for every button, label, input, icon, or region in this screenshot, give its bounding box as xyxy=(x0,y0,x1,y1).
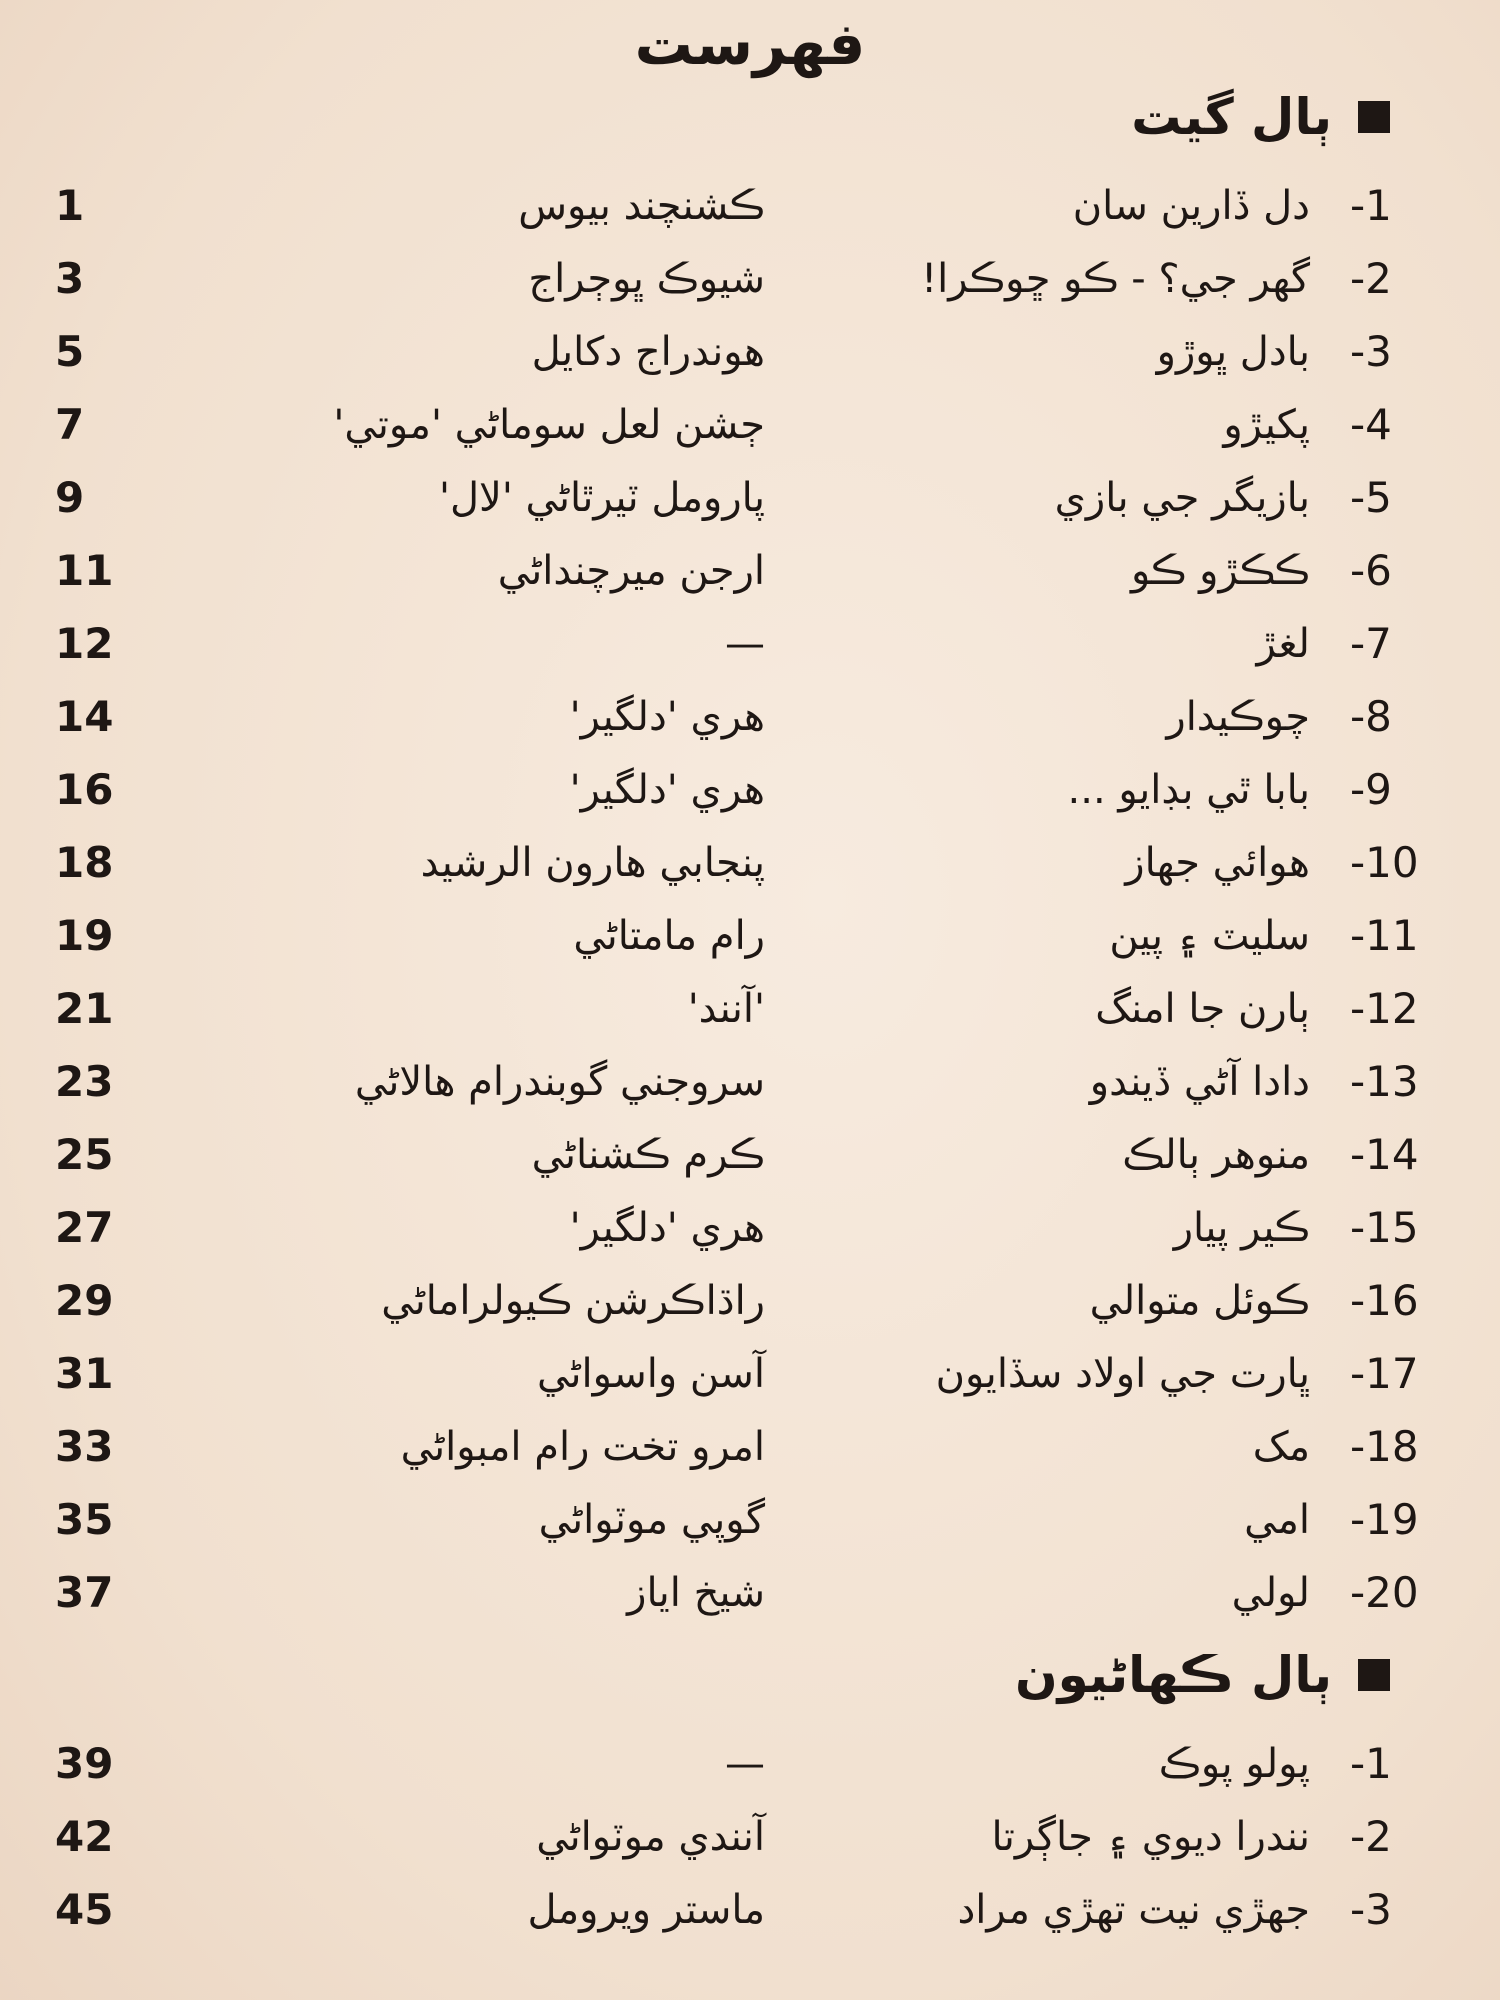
entry-number: -11 xyxy=(1350,911,1419,960)
entry-title: گهر جي؟ - ڪو ڇوڪرا! xyxy=(921,256,1310,302)
entry-page-number: 9 xyxy=(55,473,85,522)
entry-title: دل ڏارين سان xyxy=(1072,183,1310,229)
toc-row xyxy=(0,1728,1500,1800)
entry-author: رام مامتاڻي xyxy=(573,913,765,959)
entry-page-number: 23 xyxy=(55,1057,114,1106)
entry-author: آسن واسواڻي xyxy=(537,1351,765,1397)
entry-author: ماستر ويرومل xyxy=(527,1887,765,1933)
entry-author: پنجابي هارون الرشيد xyxy=(420,840,765,886)
toc-row xyxy=(0,1046,1500,1118)
entry-number: -12 xyxy=(1350,984,1419,1033)
entry-title: بابا ٿي بڊايو ... xyxy=(1067,767,1310,813)
entry-author: هري 'دلگير' xyxy=(569,694,765,740)
entry-title: منوهر ٻالڪ xyxy=(1122,1132,1310,1178)
entry-number: -2 xyxy=(1350,254,1392,303)
entry-title: لغڙ xyxy=(1256,621,1310,667)
section-title: ٻال ڪهاڻيون xyxy=(1014,1646,1332,1704)
toc-row xyxy=(0,900,1500,972)
toc-row xyxy=(0,681,1500,753)
entry-author: سروجني گوبندرام هالاڻي xyxy=(354,1059,765,1105)
entry-number: -9 xyxy=(1350,765,1392,814)
entry-author: ڪشنچند بيوس xyxy=(518,183,765,229)
section-heading-poems xyxy=(1131,82,1390,152)
toc-row xyxy=(0,462,1500,534)
toc-row xyxy=(0,1338,1500,1410)
entry-number: -17 xyxy=(1350,1349,1419,1398)
entry-number: -14 xyxy=(1350,1130,1419,1179)
toc-row xyxy=(0,608,1500,680)
toc-row xyxy=(0,316,1500,388)
entry-number: -6 xyxy=(1350,546,1392,595)
entry-page-number: 12 xyxy=(55,619,114,668)
entry-page-number: 25 xyxy=(55,1130,114,1179)
entry-page-number: 31 xyxy=(55,1349,114,1398)
entry-author: پارومل ٽيرٿاڻي 'لال' xyxy=(438,475,765,521)
entry-number: -13 xyxy=(1350,1057,1419,1106)
entry-title: امي xyxy=(1244,1497,1310,1543)
entry-author: هري 'دلگير' xyxy=(569,1205,765,1251)
entry-number: -8 xyxy=(1350,692,1392,741)
entry-number: -10 xyxy=(1350,838,1419,887)
entry-page-number: 19 xyxy=(55,911,114,960)
entry-page-number: 45 xyxy=(55,1885,114,1934)
entry-author: شيخ اياز xyxy=(627,1570,765,1616)
entry-title: ڪوئل متوالي xyxy=(1089,1278,1310,1324)
entry-page-number: 29 xyxy=(55,1276,114,1325)
toc-row xyxy=(0,827,1500,899)
entry-page-number: 3 xyxy=(55,254,85,303)
entry-title: هوائي جهاز xyxy=(1125,840,1310,886)
section-heading-stories xyxy=(1015,1640,1390,1710)
toc-row xyxy=(0,1119,1500,1191)
entry-number: -7 xyxy=(1350,619,1392,668)
entry-title: بازيگر جي بازي xyxy=(1054,475,1310,521)
entry-page-number: 11 xyxy=(55,546,114,595)
entry-title: دادا آڻي ڏيندو xyxy=(1089,1059,1310,1105)
entry-title: بادل ڀوڙو xyxy=(1156,329,1310,375)
section-title: ٻال گيت xyxy=(1131,88,1332,146)
entry-title: مک xyxy=(1252,1424,1310,1470)
entry-author: ارجن ميرچنداڻي xyxy=(497,548,765,594)
toc-row xyxy=(0,973,1500,1045)
entry-author: امرو تخت رام امبواڻي xyxy=(400,1424,765,1470)
entry-number: -15 xyxy=(1350,1203,1419,1252)
entry-number: -3 xyxy=(1350,1885,1392,1934)
entry-page-number: 14 xyxy=(55,692,114,741)
entry-title: پولو پوڪ xyxy=(1158,1741,1310,1787)
entry-number: -1 xyxy=(1350,1739,1392,1788)
square-bullet-icon xyxy=(1358,1659,1390,1691)
entry-page-number: 16 xyxy=(55,765,114,814)
entry-page-number: 37 xyxy=(55,1568,114,1617)
toc-row xyxy=(0,389,1500,461)
entry-page-number: 39 xyxy=(55,1739,114,1788)
page-title: فهرست xyxy=(634,10,866,78)
entry-page-number: 18 xyxy=(55,838,114,887)
entry-page-number: 35 xyxy=(55,1495,114,1544)
entry-title: سليٽ ۽ پين xyxy=(1109,913,1310,959)
entry-author: هري 'دلگير' xyxy=(569,767,765,813)
entry-author: ڄشن لعل سوماڻي 'موتي' xyxy=(333,402,765,448)
entry-title: پکيڙو xyxy=(1223,402,1310,448)
entry-number: -3 xyxy=(1350,327,1392,376)
entry-author: — xyxy=(725,621,765,667)
entry-author: گوپي موٽواڻي xyxy=(538,1497,765,1543)
toc-row xyxy=(0,1411,1500,1483)
entry-page-number: 42 xyxy=(55,1812,114,1861)
toc-row xyxy=(0,1801,1500,1873)
entry-number: -19 xyxy=(1350,1495,1419,1544)
toc-row xyxy=(0,243,1500,315)
entry-page-number: 1 xyxy=(55,181,85,230)
toc-row xyxy=(0,170,1500,242)
toc-row xyxy=(0,1192,1500,1264)
entry-author: آنندي موٽواڻي xyxy=(536,1814,765,1860)
entry-number: -16 xyxy=(1350,1276,1419,1325)
toc-row xyxy=(0,754,1500,826)
entry-title: ٻارن جا امنگ xyxy=(1095,986,1310,1032)
entry-author: شيوڪ ڀوڄراج xyxy=(528,256,765,302)
toc-row xyxy=(0,1484,1500,1556)
entry-author: ڪرم ڪشناڻي xyxy=(531,1132,765,1178)
entry-author: راڌاڪرشن ڪيولراماڻي xyxy=(381,1278,765,1324)
entry-page-number: 33 xyxy=(55,1422,114,1471)
entry-title: نندرا ديوي ۽ جاڳرتا xyxy=(991,1814,1310,1860)
toc-row xyxy=(0,1874,1500,1946)
square-bullet-icon xyxy=(1358,101,1390,133)
entry-number: -18 xyxy=(1350,1422,1419,1471)
entry-number: -2 xyxy=(1350,1812,1392,1861)
entry-title: جهڙي نيت تهڙي مراد xyxy=(957,1887,1310,1933)
entry-number: -4 xyxy=(1350,400,1392,449)
entry-page-number: 21 xyxy=(55,984,114,1033)
entry-page-number: 5 xyxy=(55,327,85,376)
entry-title: چوڪيدار xyxy=(1166,694,1310,740)
entry-number: -5 xyxy=(1350,473,1392,522)
entry-author: 'آنند' xyxy=(687,986,765,1032)
entry-title: لولي xyxy=(1231,1570,1310,1616)
entry-author: هوندراج دکايل xyxy=(531,329,765,375)
entry-page-number: 7 xyxy=(55,400,85,449)
entry-page-number: 27 xyxy=(55,1203,114,1252)
entry-number: -1 xyxy=(1350,181,1392,230)
entry-title: ڪير پيار xyxy=(1173,1205,1310,1251)
entry-number: -20 xyxy=(1350,1568,1419,1617)
entry-title: ڀارت جي اولاد سڏايون xyxy=(935,1351,1310,1397)
toc-row xyxy=(0,1557,1500,1629)
entry-author: — xyxy=(725,1741,765,1787)
toc-row xyxy=(0,1265,1500,1337)
toc-row xyxy=(0,535,1500,607)
entry-title: ڪڪڙو ڪو xyxy=(1131,548,1310,594)
